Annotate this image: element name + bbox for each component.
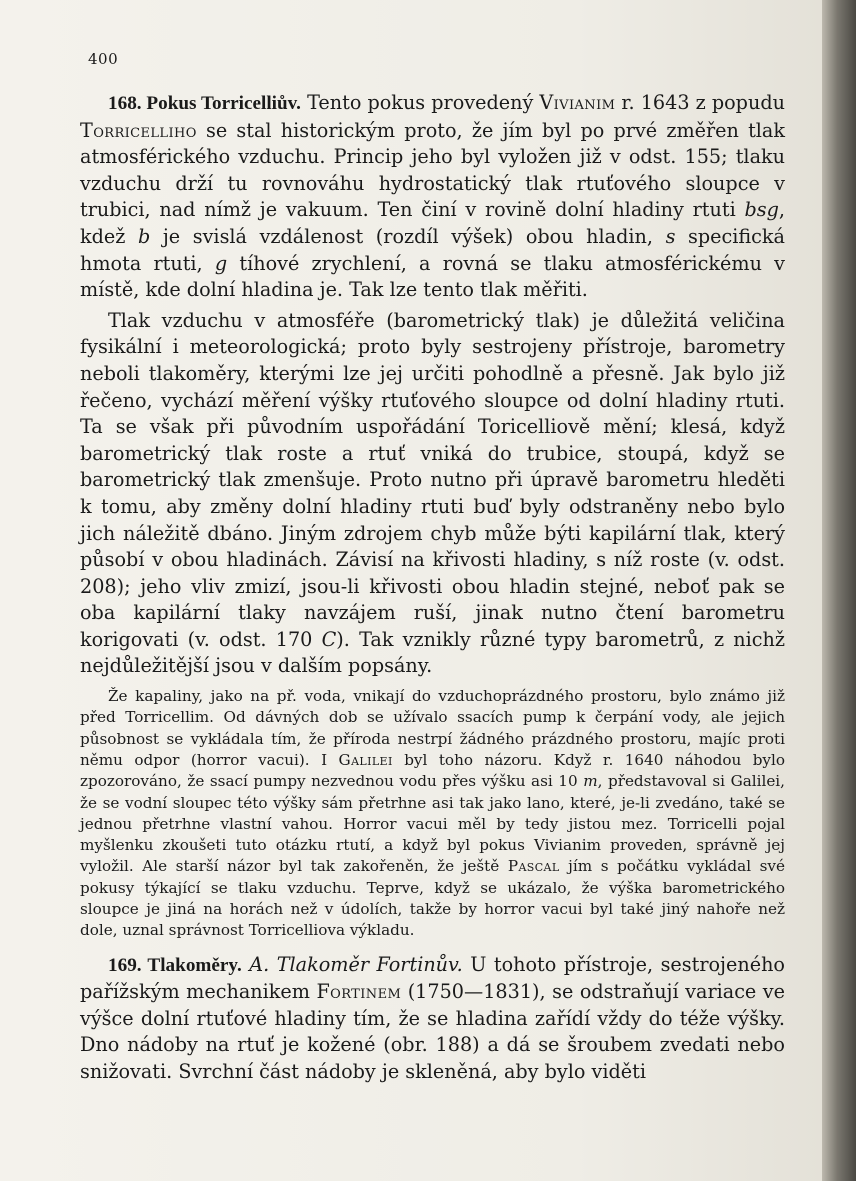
section-169-heading: 169. Tlakoměry. xyxy=(108,954,242,976)
expr-bsg: bsg xyxy=(744,198,779,222)
name-torricelli: Torricelliho xyxy=(80,118,197,142)
name-fortin: Fortinem xyxy=(316,980,402,1004)
var-g: g xyxy=(214,251,228,275)
section-168 xyxy=(80,90,785,1086)
name-pascal: Pascal xyxy=(507,857,560,876)
unit-m: m xyxy=(583,772,598,791)
section-168-paragraph: 168. Pokus Torricelliův. Tento pokus provedený Vivianim r. 1643 z popudu Torricelliho se stal historickým proto, že jím byl po prvé změřen tlak atmosférického vzduchu. Princip jeho byl vyložen již v odst. 155; tlaku vzduchu drží tu rovnováhu hydrostatický tlak rtuťového sloupce v trubici, nad nímž je vakuum. Ten činí v rovině dolní hladiny rtuti bsg, kdež b je svislá vzdálenost (rozdíl výšek) obou hladin, s specifická hmota rtuti, g tíhové zrychlení, a rovná se tlaku atmosférickému v místě, kde dolní hladina je. Tak lze tento tlak měřiti. xyxy=(80,91,785,302)
page-number: 400 xyxy=(88,50,119,68)
section-168-heading: 168. Pokus Torricelliův. xyxy=(108,93,301,114)
book-binding-shadow xyxy=(822,0,856,1181)
name-viviani: Vivianim xyxy=(539,91,616,114)
ref-c: C xyxy=(321,627,337,651)
name-galilei: Galilei xyxy=(338,750,393,769)
var-b: b xyxy=(137,224,151,248)
historical-note: Že kapaliny, jako na př. voda, vnikají do vzduchoprázdného prostoru, bylo známo již před Torricellim. Od dávných dob se užívalo ssacích pump k čerpání vody, ale jejich působnost se vykládala tím, že příroda nestrpí žádného prázdného prostoru, majíc proti němu odpor (horror vacui). I Galilei byl toho názoru. Když r. 1640 náhodou bylo zpozorováno, že ssací pumpy nezvednou vodu přes výšku asi 10 m, představoval si Galilei, že se vodní sloupec této výšky sám přetrhne asi tak jako lano, které, je-li zvedáno, také se jednou přetrhne vlastní vahou. Horror vacui měl by tedy jistou mez. Torricelli pojal myšlenku zkoušeti tuto otázku rtutí, a když byl pokus Vivianim proveden, správně jej vyložil. Ale starší názor byl tak zakořeněn, že ještě Pascal jím s počátku vykládal své pokusy týkající se tlaku vzduchu. Teprve, když se ukázalo, že výška barometrického sloupce je jiná na horách než v údolích, takže by horror vacui byl také jiný nahoře než dole, uznal správnost Torricelliova výkladu. xyxy=(80,687,786,940)
var-s: s xyxy=(665,224,676,248)
fortin-barometer-label: A. Tlakoměr Fortinův. xyxy=(249,952,463,976)
barometer-paragraph: Tlak vzduchu v atmosféře (barometrický tlak) je důležitá veličina fysikální i meteorologická; proto byly sestrojeny přístroje, barometry neboli tlakoměry, kterými lze jej určiti pohodlně a přesně. Jak bylo již řečeno, vychází měření výšky rtuťového sloupce od dolní hladiny rtuti. Ta se však při původním uspořádání Toricelliově mění; klesá, když barometrický tlak roste a rtuť vniká do trubice, stoupá, když se barometrický tlak zmenšuje. Proto nutno při úpravě barometru hleděti k tomu, aby změny dolní hladiny rtuti buď byly odstraněny nebo bylo jich náležitě dbáno. Jiným zdrojem chyb může býti kapilární tlak, který působí v obou hladinách. Závisí na křivosti hladiny, s níž roste (v. odst. 208); jeho vliv zmizí, jsou-li křivosti obou hladin stejné, neboť pak se oba kapilární tlaky navzájem ruší, jinak nutno čtení barometru korigovati (v. odst. 170 C). Tak vznikly různé typy barometrů, z nichž nejdůležitější jsou v dalším popsány. xyxy=(80,308,786,678)
section-169-paragraph: 169. Tlakoměry. A. Tlakoměr Fortinův. U tohoto přístroje, sestrojeného pařížským mechanikem Fortinem (1750—1831), se odstraňují variace ve výšce dolní rtuťové hladiny tím, že se hladina zařídí vždy do téže výšky. Dno nádoby na rtuť je kožené (obr. 188) a dá se šroubem zvedati nebo snižovati. Svrchní část nádoby je skleněná, aby bylo viděti xyxy=(80,952,786,1083)
